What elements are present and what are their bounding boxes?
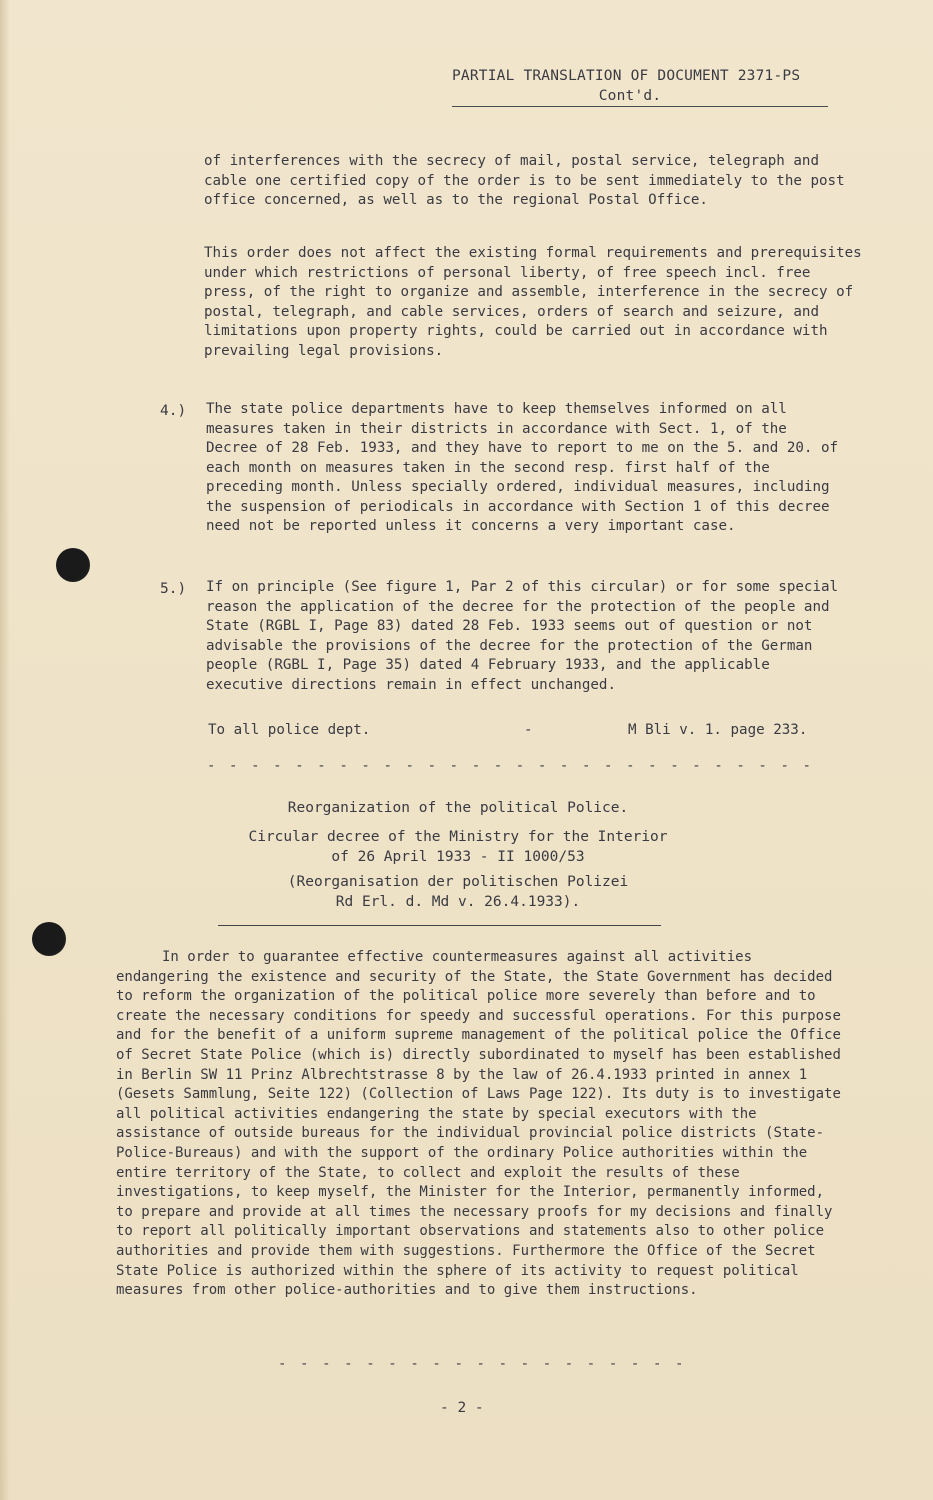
body-paragraph: In order to guarantee effective countermeasures against all activities endangering the existence and security of the State, the State Government has decided to reform the organization of the political police more severely than before and to create the necessary conditions for speedy and successful operations. For this purpose and for the benefit of a uniform supreme management of the political police the Office of Secret State Police (which is) directly subordinated to myself has been established in Berlin SW 11 Prinz Albrechtstrasse 8 by the law of 26.4.1933 printed in annex 1 (Gesets Sammlung, Seite 122) (Collection of Laws Page 122). Its duty is to investigate all political activities endangering the state by special executors with the assistance of outside bureaus for the individual provincial police districts (State-Police-Bureaus) and with the support of the ordinary Police authorities within the entire territory of the State, to collect and exploit the results of these investigations, to keep myself, the Minister for the Interior, permanently informed, to prepare and provide at all times the necessary proofs for my decisions and finally to report all politically important observations and statements also to other police authorities and provide them with suggestions. Furthermore the Office of the Secret State Police is authorized within the sphere of its activity to request political measures from other police-authorities and to give them instructions. bbox=[116, 949, 841, 1299]
decree-title: Reorganization of the political Police. bbox=[287, 800, 629, 816]
dashed-separator-bottom: - - - - - - - - - - - - - - - - - - - bbox=[278, 1356, 687, 1372]
paper-edge bbox=[0, 0, 10, 1500]
paragraph-formal-requirements: This order does not affect the existing formal requirements and prerequisites under which restrictions of personal liberty, of free speech incl. free press, of the right to organize and assemble, interference in the secrecy of postal, telegraph, and cable services, orders of search and seizure, and limitations upon property rights, could be carried out in accordance with prevailing legal provisions. bbox=[204, 245, 862, 359]
decree-date: of 26 April 1933 - II 1000/53 bbox=[331, 849, 585, 865]
item-5-text: If on principle (See figure 1, Par 2 of this circular) or for some special reason the application of the decree for the protection of the people and State (RGBL I, Page 83) dated 28 Feb. 1933 seems out of question or not advisable the provisions of the decree for the protection of the German people (RGBL I, Page 35) dated 4 February 1933, and the applicable executive directions remain in effect unchanged. bbox=[206, 579, 839, 693]
distribution-recipient: To all police dept. bbox=[208, 722, 371, 738]
header-subtitle: Cont'd. bbox=[452, 86, 828, 107]
document-header bbox=[452, 66, 828, 107]
page-number: - 2 - bbox=[440, 1400, 484, 1416]
distribution-dash: - bbox=[524, 722, 533, 738]
punch-hole-icon bbox=[32, 922, 66, 956]
item-number-4: 4.) bbox=[160, 403, 187, 419]
decree-german-ref: Rd Erl. d. Md v. 26.4.1933). bbox=[335, 894, 581, 910]
title-underline bbox=[218, 925, 661, 926]
punch-hole-icon bbox=[56, 548, 90, 582]
decree-title-block bbox=[200, 798, 716, 912]
decree-subtitle: Circular decree of the Ministry for the Interior bbox=[248, 829, 668, 845]
dashed-separator: - - - - - - - - - - - - - - - - - - - - - - - - - - - - bbox=[207, 758, 814, 774]
item-4-text: The state police departments have to keep themselves informed on all measures taken in their districts in accordance with Sect. 1, of the Decree of 28 Feb. 1933, and they have to report to me on the 5. and 20. of each month on measures taken in the second resp. first half of the preceding month. Unless specially ordered, individual measures, including the suspension of periodicals in accordance with Section 1 of this decree need not be reported unless it concerns a very important case. bbox=[206, 401, 839, 534]
decree-german-title: (Reorganisation der politischen Polizei bbox=[287, 874, 629, 890]
distribution-reference: M Bli v. 1. page 233. bbox=[628, 722, 808, 738]
header-title: PARTIAL TRANSLATION OF DOCUMENT 2371-PS bbox=[452, 68, 801, 84]
paragraph-postal-order: of interferences with the secrecy of mail, postal service, telegraph and cable one certified copy of the order is to be sent immediately to the post office concerned, as well as to the regional Postal Office. bbox=[204, 153, 845, 208]
item-number-5: 5.) bbox=[160, 581, 187, 597]
